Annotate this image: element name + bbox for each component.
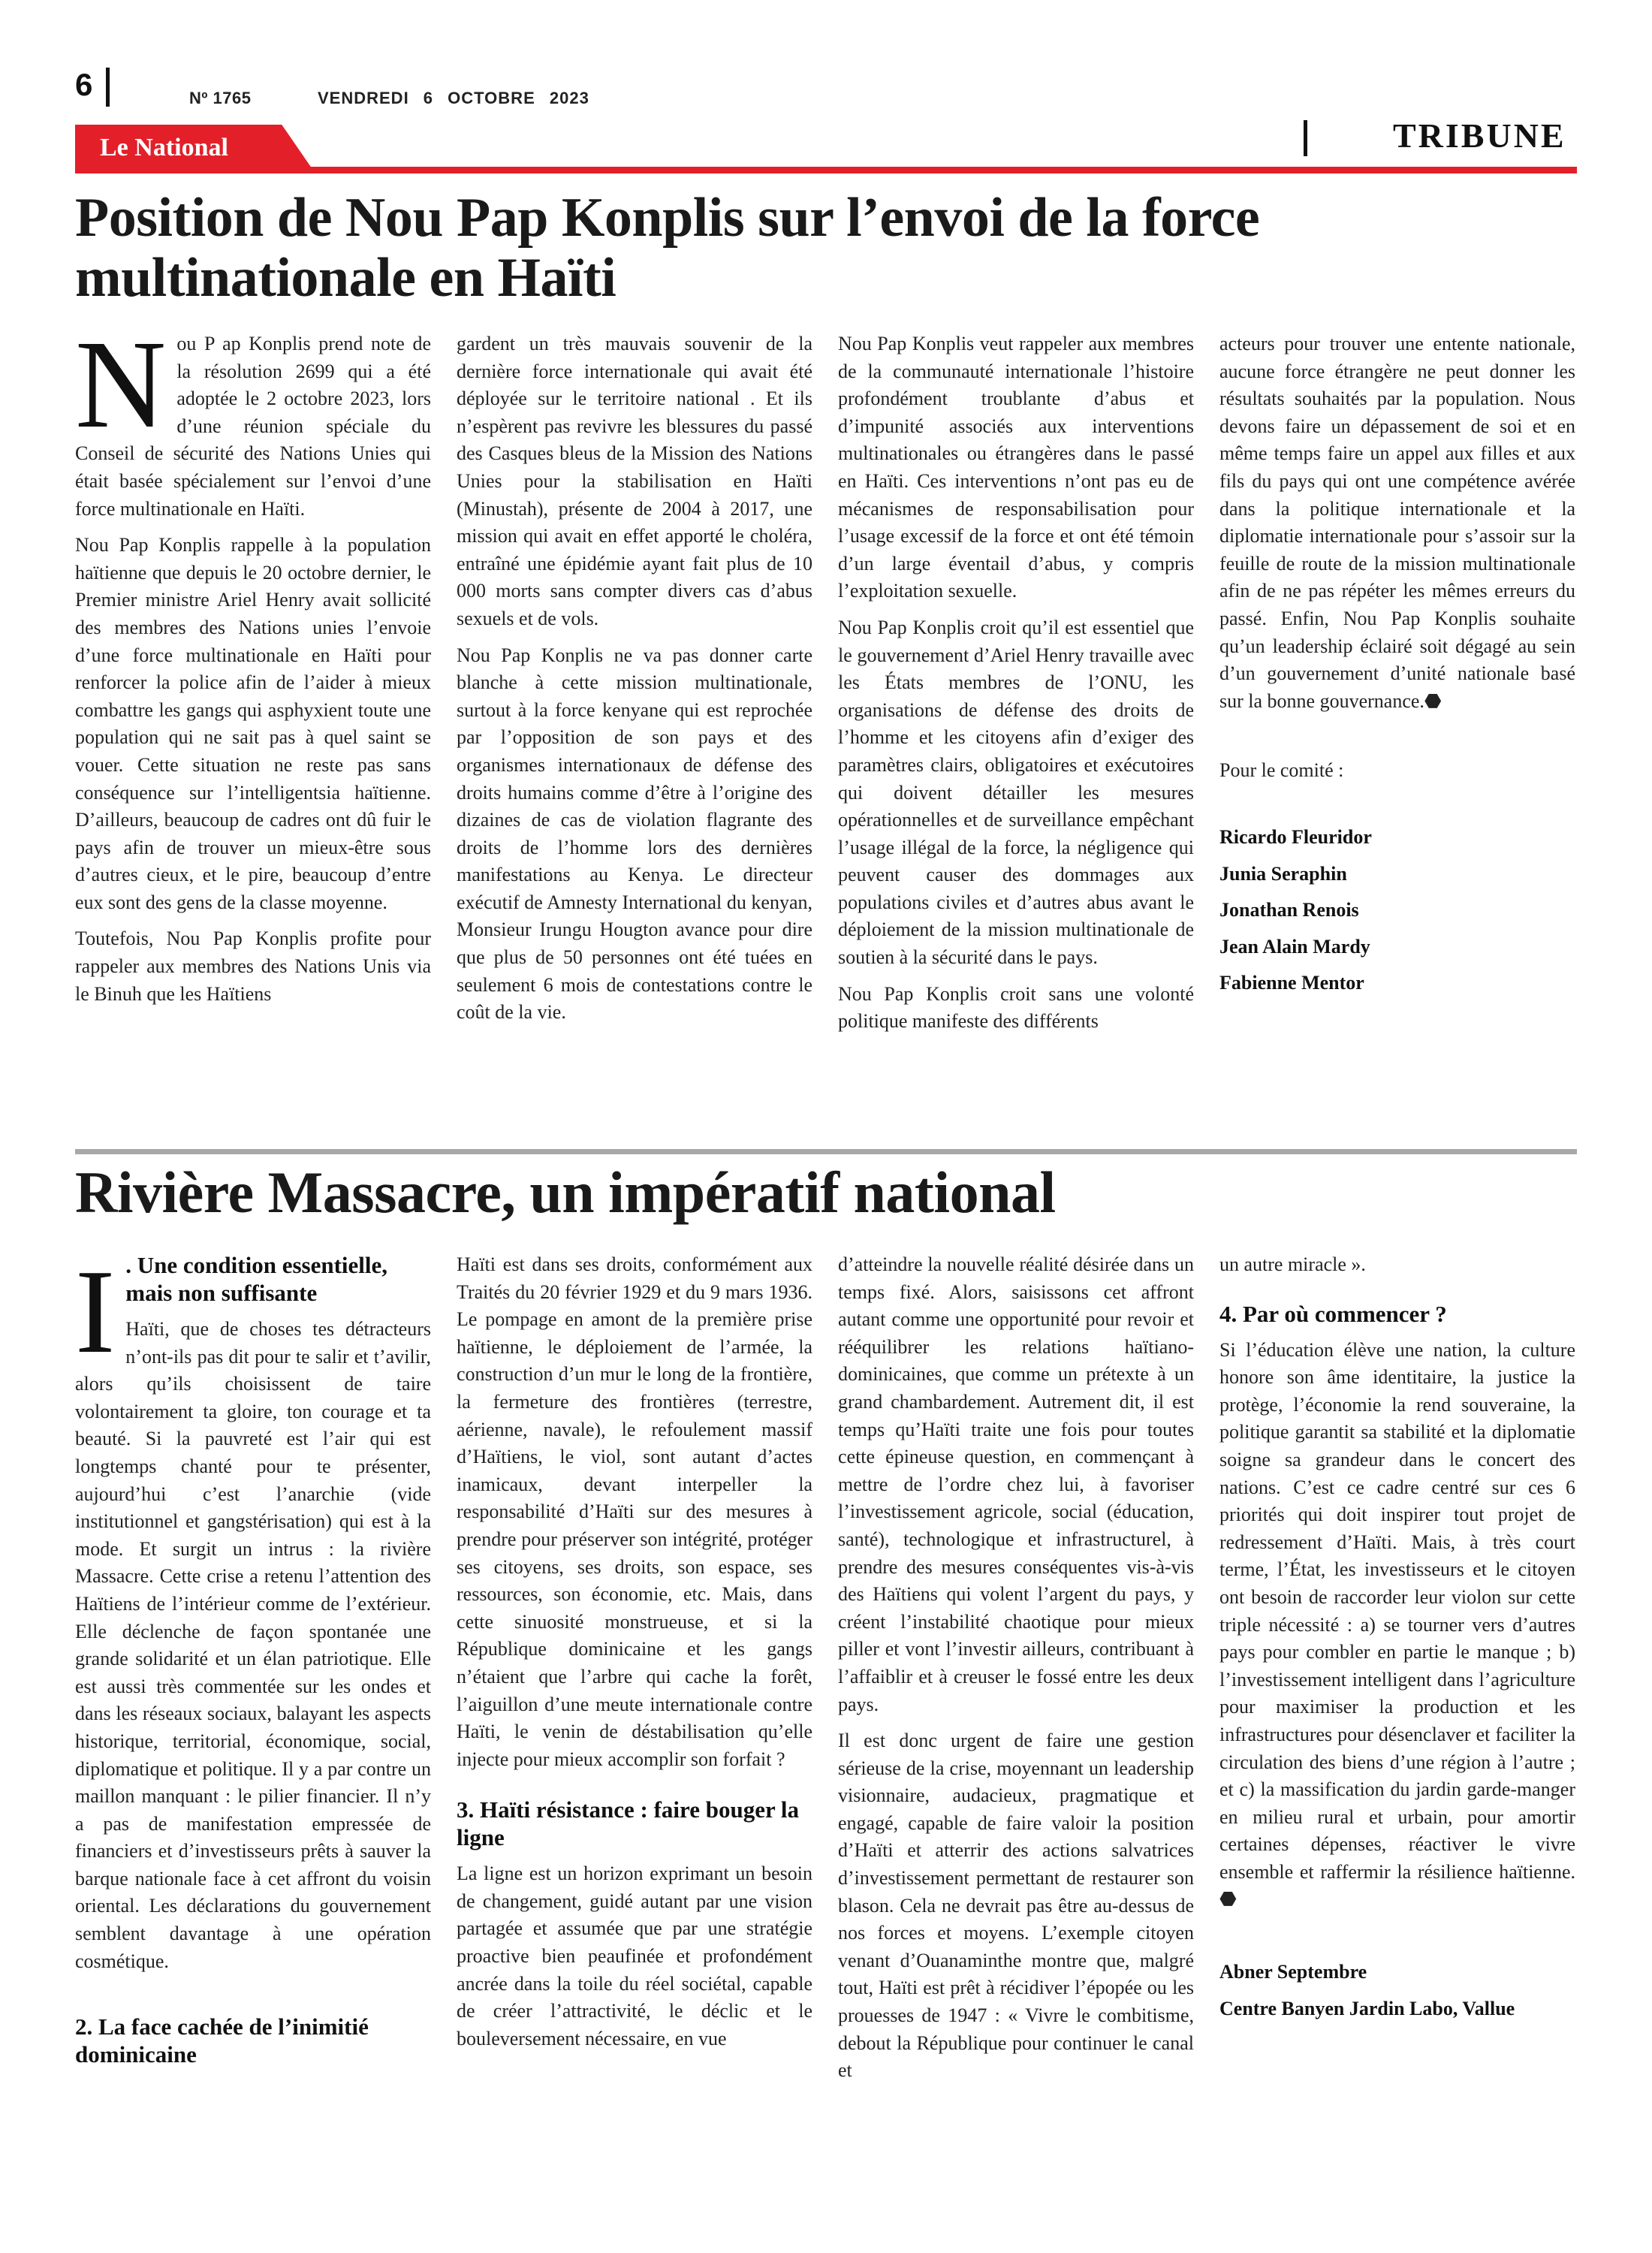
signatory: Jean Alain Mardy xyxy=(1219,935,1370,958)
section-label: TRIBUNE xyxy=(1393,116,1566,155)
paragraph: un autre miracle ». xyxy=(1219,1253,1366,1275)
paragraph: Si l’éducation élève une nation, la culture honore son âme identitaire, la justice la protège, l’économie la rend souveraine, la politique garantit sa stabilité et la diplomatie soigne sa grandeur dans le concert des nations. C’est ce cadre centré sur ces 6 priorités qui doit inspirer tout projet de redressement d’Haïti. Mais, à très court terme, l’État, les investisseurs et le citoyen ont besoin de raccorder leur violon sur cette triple nécessité : a) se tourner vers d’autres pays pour combler en partie le manque ; b) l’investissement intelligent dans l’agriculture pour maximiser la production et les infrastructures pour désenclaver et faciliter la circulation des biens d’une région à l’autre ; et c) la massification du jardin garde-manger en milieu rural et urbain, pour amortir certaines dépenses, réactiver le vivre ensemble et raffermir la résilience haïtienne. ⬣ xyxy=(1219,1338,1575,1911)
paragraph: Haïti est dans ses droits, conformément aux Traités du 20 février 1929 et du 9 mars 1936. Le pompage en amont de la première prise haïtienne, le déploiement de l’armée, la construction d’un mur le long de la frontière, la fermeture des frontières (terrestre, aérienne, navale), le refoulement massif d’Haïtiens, le viol, sont autant d’actes inamicaux, devant interpeller la responsabilité d’Haïti sur des mesures à prendre pour préserver son intégrité, protéger ses citoyens, ses droits, son espace, ses ressources, son économie, etc. Mais, dans cette sinuosité monstrueuse, et si la République dominicaine et les gangs n’étaient que l’arbre qui cache la forêt, l’aiguillon d’une meute internationale contre Haïti, le venin de déstabilisation qu’elle injecte pour mieux accomplir son forfait ? xyxy=(457,1253,812,1770)
dropcap: I xyxy=(75,1244,116,1378)
paragraph: Nou Pap Konplis croit sans une volonté politique manifeste des différents xyxy=(838,982,1194,1033)
signatory: Jonathan Renois xyxy=(1219,899,1359,921)
article-divider xyxy=(75,1149,1577,1154)
paragraph: d’atteindre la nouvelle réalité désirée dans un temps fixé. Alors, saisissons cet affront autant comme une opportunité pour revoir et rééquilibrer les relations haïtiano-dominicaines, que comme un prétexte à un grand chambardement. Autrement dit, il est temps qu’Haïti traite une fois pour toutes cette épineuse question, en commençant à mettre de l’ordre chez lui, à favoriser l’investissement agricole, social (éducation, santé), technologique et infrastructurel, à prendre des mesures conséquentes vis-à-vis des Haïtiens qui volent l’argent du pays, y créent l’instabilité chaotique pour mieux piller et vont l’investir ailleurs, contribuant à l’affaiblir et à creuser le fossé entre les deux pays. xyxy=(838,1253,1194,1715)
article1-column-2 xyxy=(457,330,812,1036)
article1-column-3 xyxy=(838,330,1194,1045)
signatory: Junia Seraphin xyxy=(1219,862,1347,885)
paragraph: Nou Pap Konplis veut rappeler aux membres de la communauté internationale l’histoire profondément troublante d’abus et d’impunité associés aux interventions multinationales ou étrangères dans le passé en Haïti. Ces interventions n’ont pas eu de mécanismes de responsabilisation pour l’usage excessif de la force et ont été témoin d’un large éventail d’abus, y compris l’exploitation sexuelle. xyxy=(838,333,1194,602)
section-divider xyxy=(1304,120,1307,156)
article2-column-2 xyxy=(457,1251,812,2061)
author-affiliation: Centre Banyen Jardin Labo, Vallue xyxy=(1219,1997,1515,2019)
paragraph: Il est donc urgent de faire une gestion sérieuse de la crise, moyennant un leadership visionnaire, audacieux, pragmatique et engagé, capable de faire valoir la position d’Haïti et atterrir des actions salvatrices d’investissement permettant de restaurer son blason. Cela ne devrait pas être au-dessus de nos forces et moyens. L’exemple citoyen venant d’Ouanaminthe montre que, malgré tout, Haïti est prêt à récidiver l’épopée ou les prouesses de 1947 : « Vivre le combitisme, debout la République pour continuer le canal et xyxy=(838,1730,1194,2082)
issue-number: Nº 1765 xyxy=(189,89,252,107)
article2-column-4 xyxy=(1219,1251,1575,2031)
paragraph: Nou Pap Konplis rappelle à la population haïtienne que depuis le 20 octobre dernier, le Premier ministre Ariel Henry avait sollicité des membres des Nations unies l’envoie d’une force multinationale en Haïti pour renforcer la police afin de l’aider à mieux combattre les gangs qui asphyxient toute une population qui ne sait pas à quel saint se vouer. Cette situation ne reste pas sans conséquence sur l’intelligentsia haïtienne. D’ailleurs, beaucoup de cadres ont dû fuir le pays afin de trouver un mieux-être sous d’autres cieux, et le pire, beaucoup d’entre eux sont des gens de la classe moyenne. xyxy=(75,534,431,913)
paragraph: Haïti, que de choses tes détracteurs n’ont-ils pas dit pour te salir et t’avilir, alors qu’ils choisissent de taire volontairement ta gloire, ton courage et ta beauté. Si la pauvreté est l’air qui est longtemps chanté pour te présenter, aujourd’hui c’est l’anarchie (vide institutionnel et gangstérisation) qui est à la mode. Et surgit un intrus : la rivière Massacre. Cette crise a retenu l’attention des Haïtiens de l’intérieur comme de l’extérieur. Elle déclenche de façon spontanée une grande solidarité et un élan patriotique. Elle est aussi très commentée sur les ondes et dans les réseaux sociaux, balayant les aspects historique, territorial, économique, social, diplomatique et politique. Il y a par contre un maillon manquant : le pilier financier. Il n’y a pas de manifestation empressée de financiers et d’investisseurs prêts à sauver la barque nationale face à cet affront du voisin oriental. Les déclarations du gouvernement semblent davantage à une opération cosmétique. xyxy=(75,1318,431,1972)
article2-title: Rivière Massacre, un impératif national xyxy=(75,1160,1056,1225)
dropcap: N xyxy=(75,315,167,454)
subheading: 3. Haïti résistance : faire bouger la ligne xyxy=(457,1796,800,1851)
article1-column-1 xyxy=(75,315,431,1017)
subheading: . Une condition essentielle, mais non suffisante xyxy=(125,1252,388,1306)
author-name: Abner Septembre xyxy=(1219,1961,1367,1983)
article1-column-4 xyxy=(1219,330,1575,1006)
brand-logo: Le National xyxy=(100,134,228,161)
paragraph: acteurs pour trouver une entente nationale, aucune force étrangère ne peut donner les résultats souhaités par la population. Nous devons faire un dépassement de soi et en même temps faire un appel aux filles et aux fils du pays qui ont une compétence avérée dans la politique internationale et la diplomatie internationale pour s’assoir sur la feuille de route de la mission multinationale afin de ne pas répéter les mêmes erreurs du passé. Enfin, Nou Pap Konplis souhaite qu’un leadership éclairé soit dégagé au sein d’un gouvernement d’unité nationale basé sur la bonne gouvernance.⬣ xyxy=(1219,333,1575,712)
paragraph: ou P ap Konplis prend note de la résolution 2699 qui a été adoptée le 2 octobre 2023, lors d’une réunion spéciale du Conseil de sécurité des Nations Unies qui était basée spécialement sur l’envoi d’une force multinationale en Haïti. xyxy=(75,333,431,520)
article2-column-3 xyxy=(838,1251,1194,2094)
signatory: Fabienne Mentor xyxy=(1219,972,1364,994)
subheading: 4. Par où commencer ? xyxy=(1219,1300,1447,1327)
issue-date: VENDREDI 6 OCTOBRE 2023 xyxy=(318,89,589,107)
subheading: 2. La face cachée de l’inimitié dominicaine xyxy=(75,2013,369,2068)
article1-title: Position de Nou Pap Konplis sur l’envoi de la force multinationale en Haïti xyxy=(75,187,1260,309)
signatory: Ricardo Fleuridor xyxy=(1219,825,1372,848)
page-number: 6 xyxy=(75,67,93,102)
paragraph: gardent un très mauvais souvenir de la dernière force internationale qui avait été déployée sur le territoire national . Et ils n’espèrent pas revivre les blessures du passé des Casques bleus de la Mission des Nations Unies pour la stabilisation en Haïti (Minustah), présente de 2004 à 2017, une mission qui avait en effet apporté le choléra, entraîné une épidémie ayant fait plus de 10 000 morts sans compter divers cas d’abus sexuels et de vols. xyxy=(457,333,812,629)
article2-column-1 xyxy=(75,1244,431,2077)
committee-label: Pour le comité : xyxy=(1219,759,1344,782)
paragraph: Toutefois, Nou Pap Konplis profite pour rappeler aux membres des Nations Unis via le Binuh que les Haïtiens xyxy=(75,927,431,1005)
paragraph: Nou Pap Konplis ne va pas donner carte blanche à cette mission multinationale, surtout à la force kenyane qui est reprochée par l’opposition de son pays et des organismes internationaux de défense des droits humains comme d’être à l’origine des dizaines de cas de violation flagrante des droits de l’homme lors des dernières manifestations au Kenya. Le directeur exécutif de Amnesty International du kenyan, Monsieur Irungu Hougton avance pour dire que plus de 50 personnes ont été tuées en seulement 6 mois de contestations contre le coût de la vie. xyxy=(457,644,812,1024)
paragraph: La ligne est un horizon exprimant un besoin de changement, guidé autant par une vision partagée et assumée que par une stratégie proactive bien peaufinée et profondément ancrée dans la toile du réel sociétal, capable de créer l’attractivité, le déclic et le bouleversement nécessaire, en vue xyxy=(457,1862,812,2049)
header-divider xyxy=(106,68,110,107)
paragraph: Nou Pap Konplis croit qu’il est essentiel que le gouvernement d’Ariel Henry travaille avec les États membres de l’ONU, les organisations de défense des droits de l’homme et les citoyens afin d’exiger des paramètres clairs, obligatoires et exécutoires qui doivent détailler les mesures opérationnelles et de surveillance empêchant l’usage illégal de la force, la négligence qui peuvent causer des dommages aux populations civiles et d’autres abus avant le déploiement de la mission multinationale de soutien à la sécurité dans le pays. xyxy=(838,616,1194,969)
